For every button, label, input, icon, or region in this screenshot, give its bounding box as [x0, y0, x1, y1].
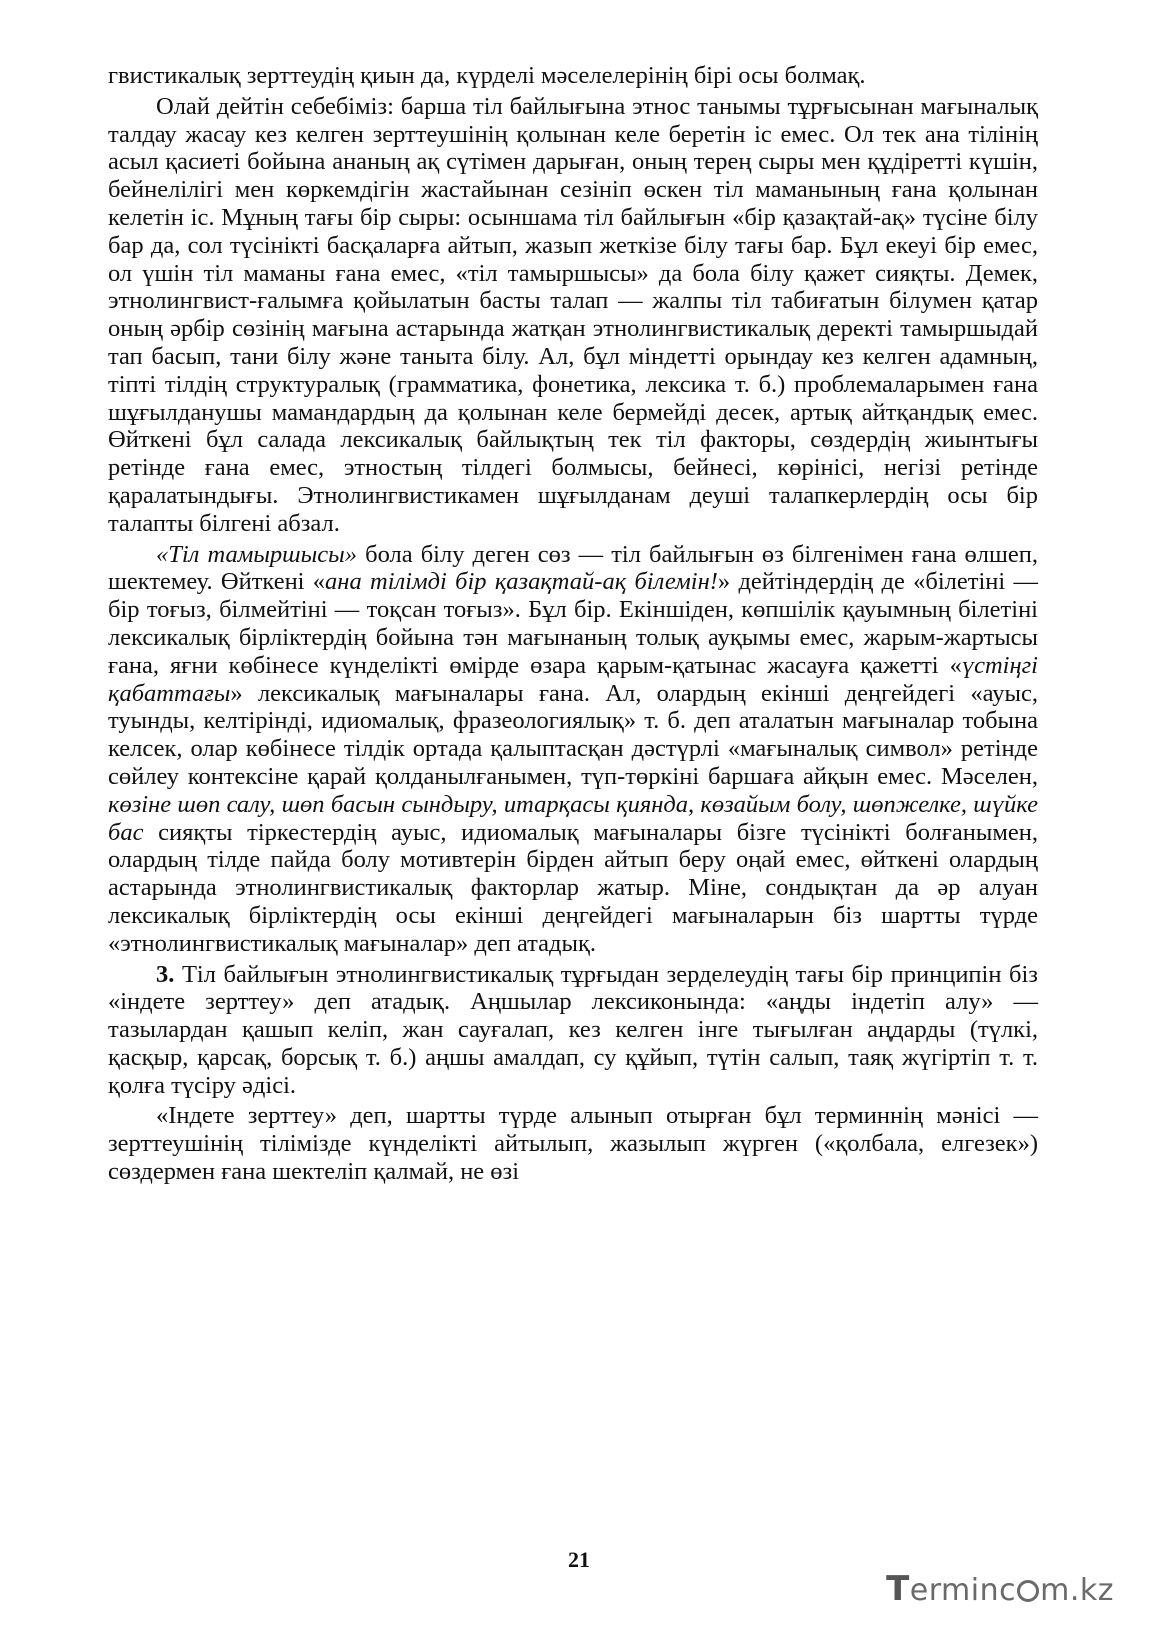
text-run: гвистикалық зерттеудің қиын да, күрделі мәселелерінің бірі осы болмақ. [108, 62, 866, 89]
watermark-tail: m.kz [1040, 1573, 1114, 1608]
text-run: » лексикалық мағыналары ғана. Ал, олардың екінші деңгейдегі «ауыс, туынды, келтірінді, идиомалық, фразеологиялық» т. б. деп аталатын мағыналар тобына келсек, олар көбінесе тілдік ортада қалыптасқан дәстүрлі «мағыналық символ» ретінде сөйлеу контексіне қарай қолданылғанымен, түп-төркіні баршаға айқын емес. Мәселен, [108, 679, 1038, 790]
paragraph [108, 93, 1038, 538]
paragraph [108, 62, 1038, 90]
text-run: » дейтіндердің де «білетіні — бір тоғыз, білмейтіні — тоқсан тоғыз». Бұл бір. Екіншіден, көпшілік қауымның білетіні лексикалық бірліктердің бойына тән мағынаның толық ауқымы емес, жарым-жартысы ғана, яғни көбінесе күнделікті өмірде өзара қарым-қатынас жасауға қажетті « [108, 568, 1038, 679]
watermark-middle: erminc [909, 1573, 1017, 1608]
site-watermark [886, 1569, 1114, 1609]
page-number: 21 [568, 1547, 590, 1572]
italic-phrase: көзіне шөп салу, шөп басын сындыру, итарқасы қиянда, көзайым болу, шөпжелке, шүйке бас [108, 790, 1038, 846]
watermark-circle-icon [1017, 1580, 1039, 1602]
watermark-initial: T [886, 1569, 910, 1609]
section-number: 3. [156, 960, 175, 988]
text-run: бола білу деген сөз — тіл байлығын өз білгенімен ғана өлшеп, шектемеу. Өйткені « [108, 540, 1039, 596]
paragraph [108, 541, 1038, 958]
paragraph [108, 1102, 1038, 1185]
italic-phrase: «Тіл тамыршысы» [156, 540, 357, 568]
paragraph [108, 961, 1038, 1100]
text-run: Олай дейтін себебіміз: барша тіл байлығына этнос танымы тұрғысынан мағыналық талдау жасау кез келген зерттеушінің қолынан келе беретін іс емес. Ол тек ана тілінің асыл қасиеті бойына ананың ақ сүтімен дарыған, оның терең сыры мен құдіретті күшін, бейнелілігі мен көркемдігін жастайынан сезініп өскен тіл маманының ғана қолынан келетін іс. Мұның тағы бір сыры: осыншама тіл байлығын «бір қазақтай-ақ» түсіне білу бар да, сол түсінікті басқаларға айтып, жазып жеткізе білу тағы бар. Бұл екеуі бір емес, ол үшін тіл маманы ғана емес, «тіл тамыршысы» да бола білу қажет сияқты. Демек, этнолингвист-ғалымға қойылатын басты талап — жалпы тіл табиғатын білумен қатар оның әрбір сөзінің мағына астарында жатқан этнолингвистикалық деректі тамыршыдай тап басып, тани білу және таныта білу. Ал, бұл міндетті орындау кез келген адамның, тіпті тілдің структуралық (грамматика, фонетика, лексика т. б.) проблемаларымен ғана шұғылданушы мамандардың да қолынан келе бермейді десек, артық айтқандық емес. Өйткені бұл салада лексикалық байлықтың тек тіл факторы, сөздердің жиынтығы ретінде ғана емес, этностың тілдегі болмысы, бейнесі, көрінісі, негізі ретінде қаралатындығы. Этнолингвистикамен шұғылданам деуші талапкерлердің осы бір талапты білгені абзал. [108, 92, 1038, 537]
text-run: Тіл байлығын этнолингвистикалық тұрғыдан зерделеудің тағы бір принципін біз «індете зерттеу» деп атадық. Аңшылар лексиконында: «аңды індетіп алу» — тазылардан қашып келіп, жан сауғалап, кез келген інге тығылған аңдарды (түлкі, қасқыр, қарсақ, борсық т. б.) аңшы амалдап, су құйып, түтін салып, таяқ жүгіртіп т. т. қолға түсіру әдісі. [108, 960, 1038, 1099]
text-run: «Індете зерттеу» деп, шартты түрде алынып отырған бұл терминнің мәнісі — зерттеушінің тілімізде күнделікті айтылып, жазылып жүрген («қолбала, елгезек») сөздермен ғана шектеліп қалмай, не өзі [108, 1102, 1038, 1186]
document-body [108, 62, 1038, 1189]
italic-phrase: ана тілімді бір қазақтай-ақ білемін! [325, 568, 718, 596]
text-run: сияқты тіркестердің ауыс, идиомалық мағыналары бізге түсінікті болғанымен, олардың тілде пайда болу мотивтерін бірден айтып беру оңай емес, өйткені олардың астарында этнолингвистикалық факторлар жатыр. Міне, сондықтан да әр алуан лексикалық бірліктердің осы екінші деңгейдегі мағыналарын біз шартты түрде «этнолингвистикалық мағыналар» деп атадық. [108, 818, 1038, 957]
italic-phrase: үстіңгі қабаттағы [108, 651, 1038, 707]
